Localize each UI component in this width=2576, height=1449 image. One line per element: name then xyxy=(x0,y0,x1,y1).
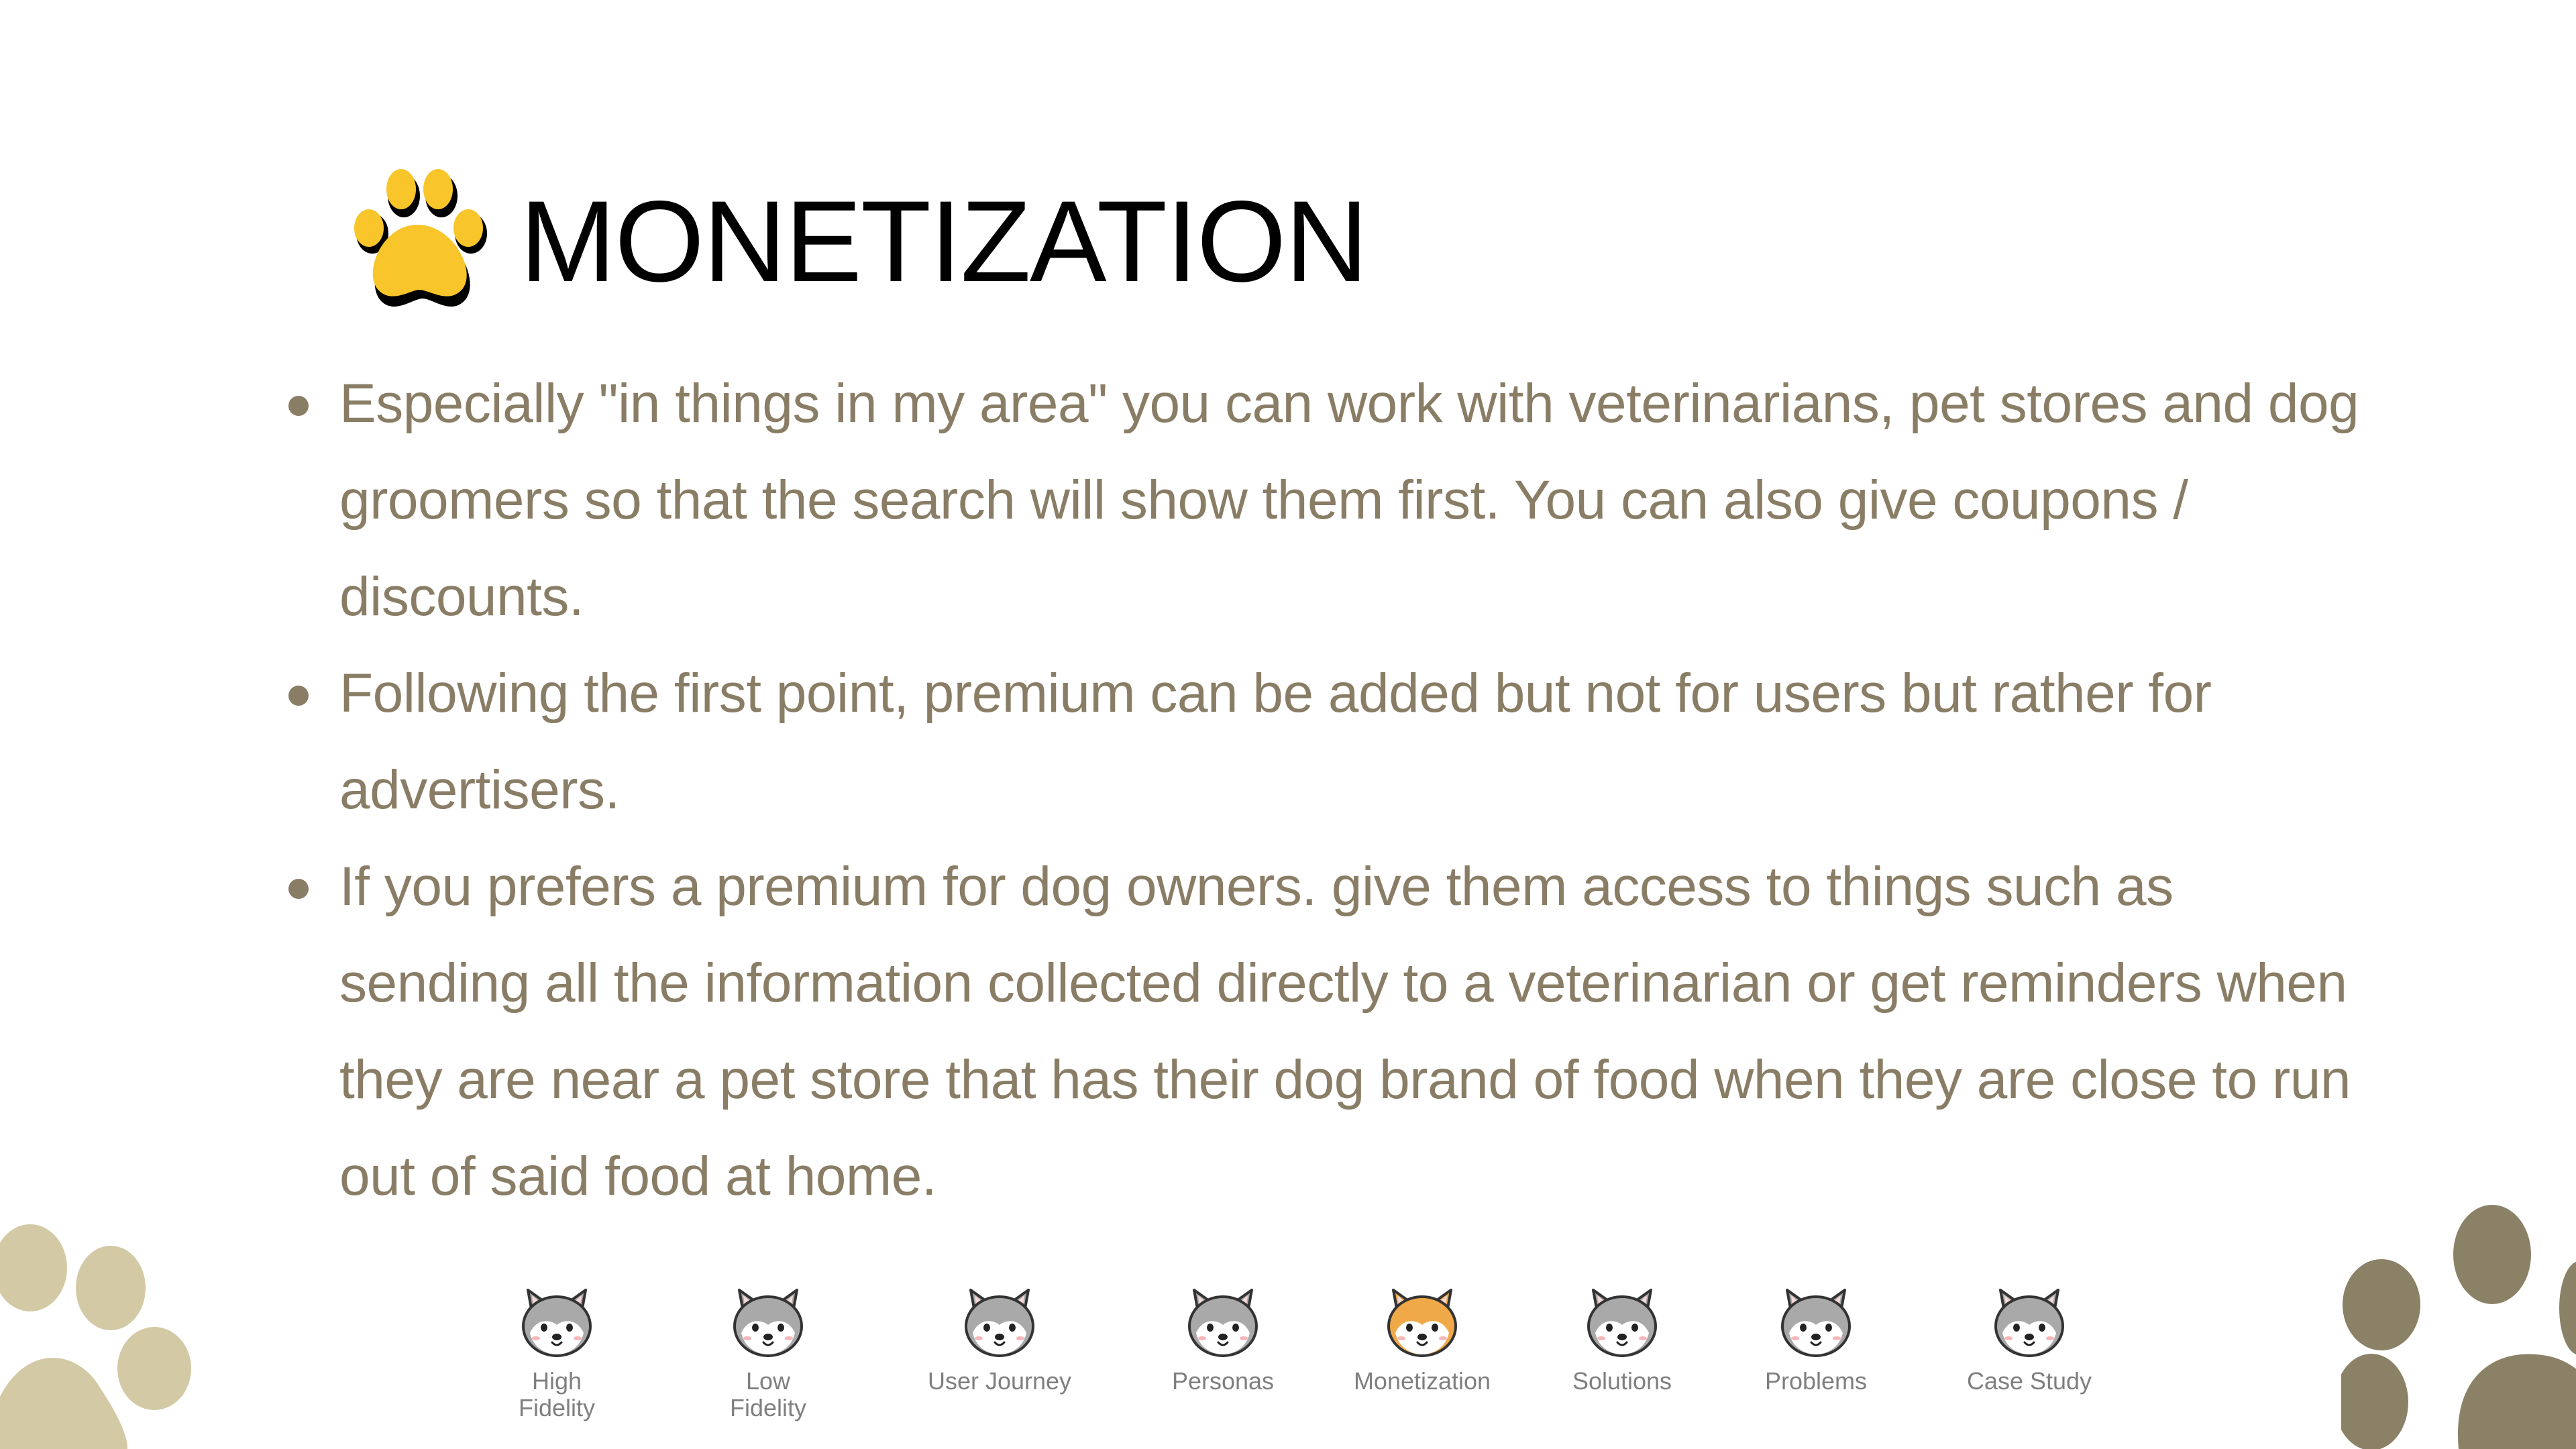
bullet-list xyxy=(288,356,2368,1225)
section-nav xyxy=(470,1278,2147,1432)
bullet-text: Especially "in things in my area" you can work with veterinarians, pet stores and dog groomers so that the search will show them first. You can also give coupons / discounts. xyxy=(339,373,2359,627)
nav-label: Solutions xyxy=(1572,1367,1672,1395)
nav-item-case-study[interactable] xyxy=(1942,1278,2116,1395)
dog-face-icon xyxy=(1379,1278,1466,1365)
paw-icon xyxy=(349,161,490,315)
dog-face-icon xyxy=(513,1278,600,1365)
nav-item-low-fidelity[interactable] xyxy=(681,1278,855,1421)
nav-item-user-journey[interactable] xyxy=(912,1278,1087,1395)
nav-item-monetization[interactable] xyxy=(1335,1278,1509,1395)
nav-item-problems[interactable] xyxy=(1729,1278,1903,1395)
dog-face-icon xyxy=(1772,1278,1860,1365)
bullet-dot xyxy=(288,879,309,899)
bullet-dot xyxy=(288,396,309,416)
dog-face-icon xyxy=(1578,1278,1666,1365)
paw-decoration-left-icon xyxy=(0,1214,201,1449)
nav-label: Personas xyxy=(1171,1367,1275,1395)
dog-face-icon xyxy=(724,1278,812,1365)
nav-item-personas[interactable] xyxy=(1136,1278,1310,1395)
nav-label: Monetization xyxy=(1353,1367,1491,1395)
page-title: MONETIZATION xyxy=(520,177,1367,306)
dog-face-icon xyxy=(1986,1278,2073,1365)
bullet-text: If you prefers a premium for dog owners. give them access to things such as sending all the information collected directly to a veterinarian or get reminders when they are near a pet store that has their dog brand of food when they are close to run out of said food at home. xyxy=(339,856,2351,1207)
nav-label: User Journey xyxy=(927,1367,1072,1395)
nav-label: Case Study xyxy=(1966,1367,2092,1395)
dog-face-icon xyxy=(956,1278,1043,1365)
nav-label: Problems xyxy=(1764,1367,1868,1395)
bullet-text: Following the first point, premium can be added but not for users but rather for advertisers. xyxy=(339,663,2212,820)
nav-label: Low Fidelity xyxy=(729,1367,807,1421)
bullet-item xyxy=(288,356,2368,645)
bullet-item xyxy=(288,839,2368,1225)
nav-label: High Fidelity xyxy=(518,1367,596,1421)
dog-face-icon xyxy=(1179,1278,1267,1365)
nav-item-solutions[interactable] xyxy=(1535,1278,1709,1395)
bullet-dot xyxy=(288,686,309,706)
paw-decoration-right-icon xyxy=(2341,1201,2576,1449)
nav-item-high-fidelity[interactable] xyxy=(470,1278,644,1421)
bullet-item xyxy=(288,645,2368,839)
